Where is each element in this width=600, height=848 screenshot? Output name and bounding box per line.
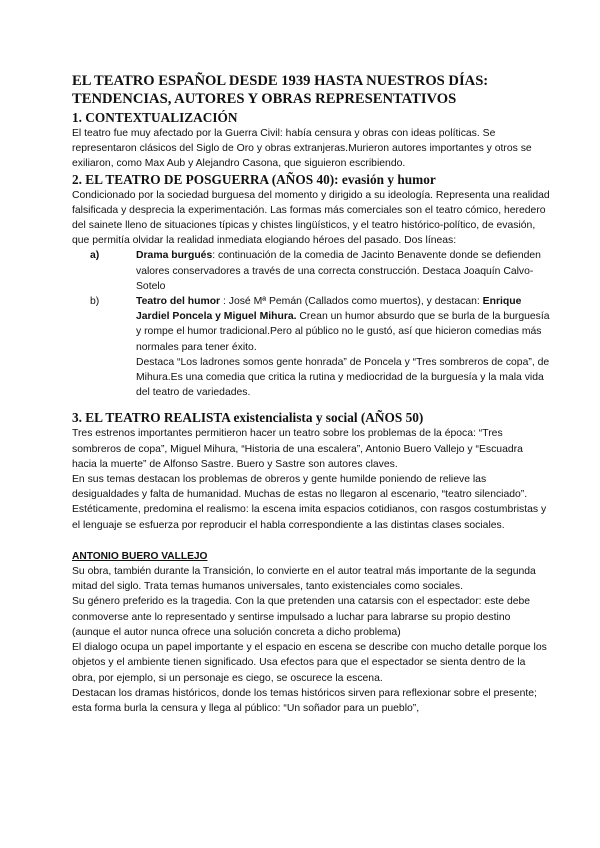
section-3-paragraph-3: Estéticamente, predomina el realismo: la escena imita espacios cotidianos, con rasgos costumbristas y el lenguaje se esfuerza por reproducir el habla correspondiente a las distintas clases sociales.	[72, 504, 547, 531]
title-line-2: TENDENCIAS, AUTORES Y OBRAS REPRESENTATIVOS	[72, 91, 457, 107]
teatro-humor-description: Crean un humor absurdo que se burla de la burguesía y rompe el humor tradicional.Pero al público no le gustó, así que hicieron comedias más normales para tener éxito.	[136, 311, 550, 353]
list-marker-b: b)	[90, 296, 100, 308]
author-paragraph-2: Su género preferido es la tragedia. Con la que pretenden una catarsis con el espectador: este debe conmoverse ante lo representado y sentirse impulsado a luchar para labrarse su propio destino (aunque el autor nunca ofrece una solución concreta a dicho problema)	[72, 596, 531, 638]
section-3-paragraph-2: En sus temas destacan los problemas de obreros y gente humilde poniendo de relieve las desigualdades y falta de humanidad. Muchas de estas no llegaron al escenario, “teatro silenciado”.	[72, 474, 528, 501]
title-line-1: EL TEATRO ESPAÑOL DESDE 1939 HASTA NUESTROS DÍAS:	[72, 73, 489, 89]
list-item-a	[72, 248, 550, 294]
section-3-paragraph-1: Tres estrenos importantes permitieron hacer un teatro sobre los problemas de la época: “Tres sombreros de copa”, Miguel Mihura, “Historia de una escalera”, Antonio Buero Vallejo y “Escuadra hacia la muerte” de Alfonso Sastre. Buero y Sastre son autores claves.	[72, 428, 523, 470]
author-heading: ANTONIO BUERO VALLEJO	[72, 550, 208, 562]
teatro-humor-text: : José Mª Pemán (Callados como muertos), y destacan:	[220, 296, 480, 308]
author-paragraph-3: El dialogo ocupa un papel importante y el espacio en escena se describe con mucho detalle porque los objetos y el ambiente tienen significado. Usa efectos para que el espectador se sienta dentro de la obra, por ejemplo, si un personaje es ciego, se oscurece la escena.	[72, 642, 547, 684]
section-1-heading: 1. CONTEXTUALIZACIÓN	[72, 110, 238, 125]
teatro-humor-works: Destaca “Los ladrones somos gente honrada” de Poncela y “Tres sombreros de copa”, de Mihura.Es una comedia que critica la rutina y mediocridad de la burguesía y la mala vida del teatro de variedades.	[136, 356, 550, 399]
section-2-list	[72, 248, 550, 400]
document-title	[72, 72, 550, 108]
author-paragraph-4: Destacan los dramas históricos, donde los temas históricos sirven para reflexionar sobre el presente; esta forma burla la censura y llega al público: “Un soñador para un pueblo”,	[72, 687, 537, 714]
author-paragraph-1: Su obra, también durante la Transición, lo convierte en el autor teatral más importante de la segunda mitad del siglo. Trata temas humanos universales, tanto existenciales como sociales.	[72, 566, 536, 593]
list-item-b	[72, 294, 550, 400]
section-1-text: El teatro fue muy afectado por la Guerra Civil: había censura y obras con ideas políticas. Se representaron clásicos del Siglo de Oro y obras extranjeras.Murieron autores importantes y otros se exiliaron, como Max Aub y Alejandro Casona, que siguieron escribiendo.	[72, 128, 532, 170]
teatro-humor-term: Teatro del humor	[136, 296, 221, 308]
drama-burgues-text: : continuación de la comedia de Jacinto Benavente donde se defienden valores conservadores a través de una correcta construcción. Destaca Joaquín Calvo-Sotelo	[136, 250, 541, 292]
section-2-heading: 2. EL TEATRO DE POSGUERRA (AÑOS 40): evasión y humor	[72, 171, 436, 187]
teatro-humor-authors: Enrique Jardiel Poncela y Miguel Mihura.	[136, 296, 522, 323]
section-2-intro: Condicionado por la sociedad burguesa del momento y dirigido a su ideología. Representa una realidad falsificada y desprecia la experimentación. Las formas más comerciales son el teatro cómico, heredero del sainete lleno de situaciones típicas y chistes lingüísticos, y el teatro histórico-político, de evasión, que permitía olvidar la realidad inmediata elogiando héroes del pasado. Dos líneas:	[72, 189, 550, 247]
list-marker-a: a)	[90, 250, 100, 262]
drama-burgues-term: Drama burgués	[136, 250, 213, 262]
section-3-heading: 3. EL TEATRO REALISTA existencialista y social (AÑOS 50)	[72, 410, 424, 426]
